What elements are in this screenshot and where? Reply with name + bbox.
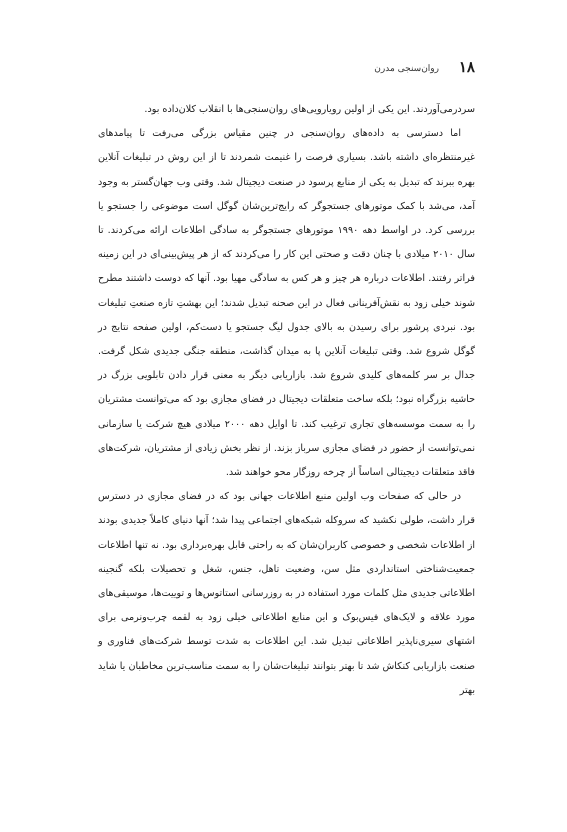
running-title: روان‌سنجی مدرن: [374, 64, 439, 74]
page-header: [98, 58, 475, 84]
page-number: ۱۸: [458, 58, 475, 76]
paragraph-continued: سردرمی‌آوردند. این یکی از اولین رویارویی‌های روان‌سنجی‌ها با انقلاب کلان‌داده بود.: [144, 104, 475, 115]
body-text: [98, 98, 475, 703]
paragraph-social-networks: در حالی که صفحات وب اولین منبع اطلاعات جهانی بود که در فضای مجازی در دسترس قرار داشت، طولی نکشید که سروکله شبکه‌های اجتماعی پیدا شد؛ آنها دنیای کاملاً جدیدی بودند از اطلاعات شخصی و خصوصی کاربران‌شان که به راحتی قابل بهره‌برداری بود. نه تنها اطلاعات جمعیت‌شناختی استانداردی مثل سن، وضعیت تاهل، جنس، شغل و تحصیلات بلکه گنجینه اطلاعاتی جدیدی مثل کلمات مورد استفاده در به روزرسانی استاتوس‌ها و توییت‌ها، موسیقی‌های مورد علاقه و لایک‌های فیس‌بوک و این منابع اطلاعاتی خیلی زود به لقمه چرب‌ونرمی برای اشتهای سیری‌ناپذیر اطلاعاتی تبدیل شد. این اطلاعات به شدت توسط شرکت‌های فناوری و صنعت بازاریابی کنکاش شد تا بهتر بتوانند تبلیغات‌شان را به سمت مناسب‌ترین مخاطبان یا شاید بهتر: [98, 491, 475, 696]
paragraph-advertising: اما دسترسی به داده‌های روان‌سنجی در چنین مقیاس بزرگی می‌رفت تا پیامدهای غیرمنتظره‌ای داشته باشد. بسیاری فرصت را غنیمت شمردند تا از این روش در تبلیغات آنلاین بهره ببرند که تبدیل به یکی از منابع پرسود در صنعت دیجیتال شد. وقتی وب جهان‌گستر به وجود آمد، می‌شد با کمک موتورهای جستجوگر که رایج‌ترین‌شان گوگل است موضوعی را جستجو یا بررسی کرد. در اواسط دهه ۱۹۹۰ موتورهای جستجوگر به سادگی اطلاعات ارائه می‌کردند. تا سال ۲۰۱۰ میلادی با چنان دقت و صحتی این کار را می‌کردند که از هر پیش‌بینی‌ای در این زمینه فراتر رفتند. اطلاعات درباره هر چیز و هر کس به سادگی مهیا بود. آنها که دوست داشتند مطرح شوند خیلی زود به نقش‌آفرینانی فعال در این صحنه تبدیل شدند؛ این بهشتِ تازه صنعتِ تبلیغات بود. نبردی پرشور برای رسیدن به بالای جدول لیگ جستجو یا دست‌کم، اولین صفحه نتایج در گوگل شروع شد. وقتی تبلیغات آنلاین پا به میدان گذاشت، منطقه جنگی جدیدی شکل گرفت. جدال بر سر کلمه‌های کلیدی شروع شد. بازاریابی دیگر به معنی قرار دادن تابلویی بزرگ در حاشیه بزرگراه نبود؛ بلکه ساخت متعلقات دیجیتال در فضای مجازی بود که می‌توانست مشتریان را به سمت موسسه‌های تجاری ترغیب کند. تا اوایل دهه ۲۰۰۰ میلادی هیچ شرکت یا سازمانی نمی‌توانست از حضور در فضای مجازی سرباز بزند. از نظر بخش زیادی از مشتریان، شرکت‌های فاقد متعلقات دیجیتالی اساساً از چرخه روزگار محو خواهند شد.: [98, 128, 476, 479]
